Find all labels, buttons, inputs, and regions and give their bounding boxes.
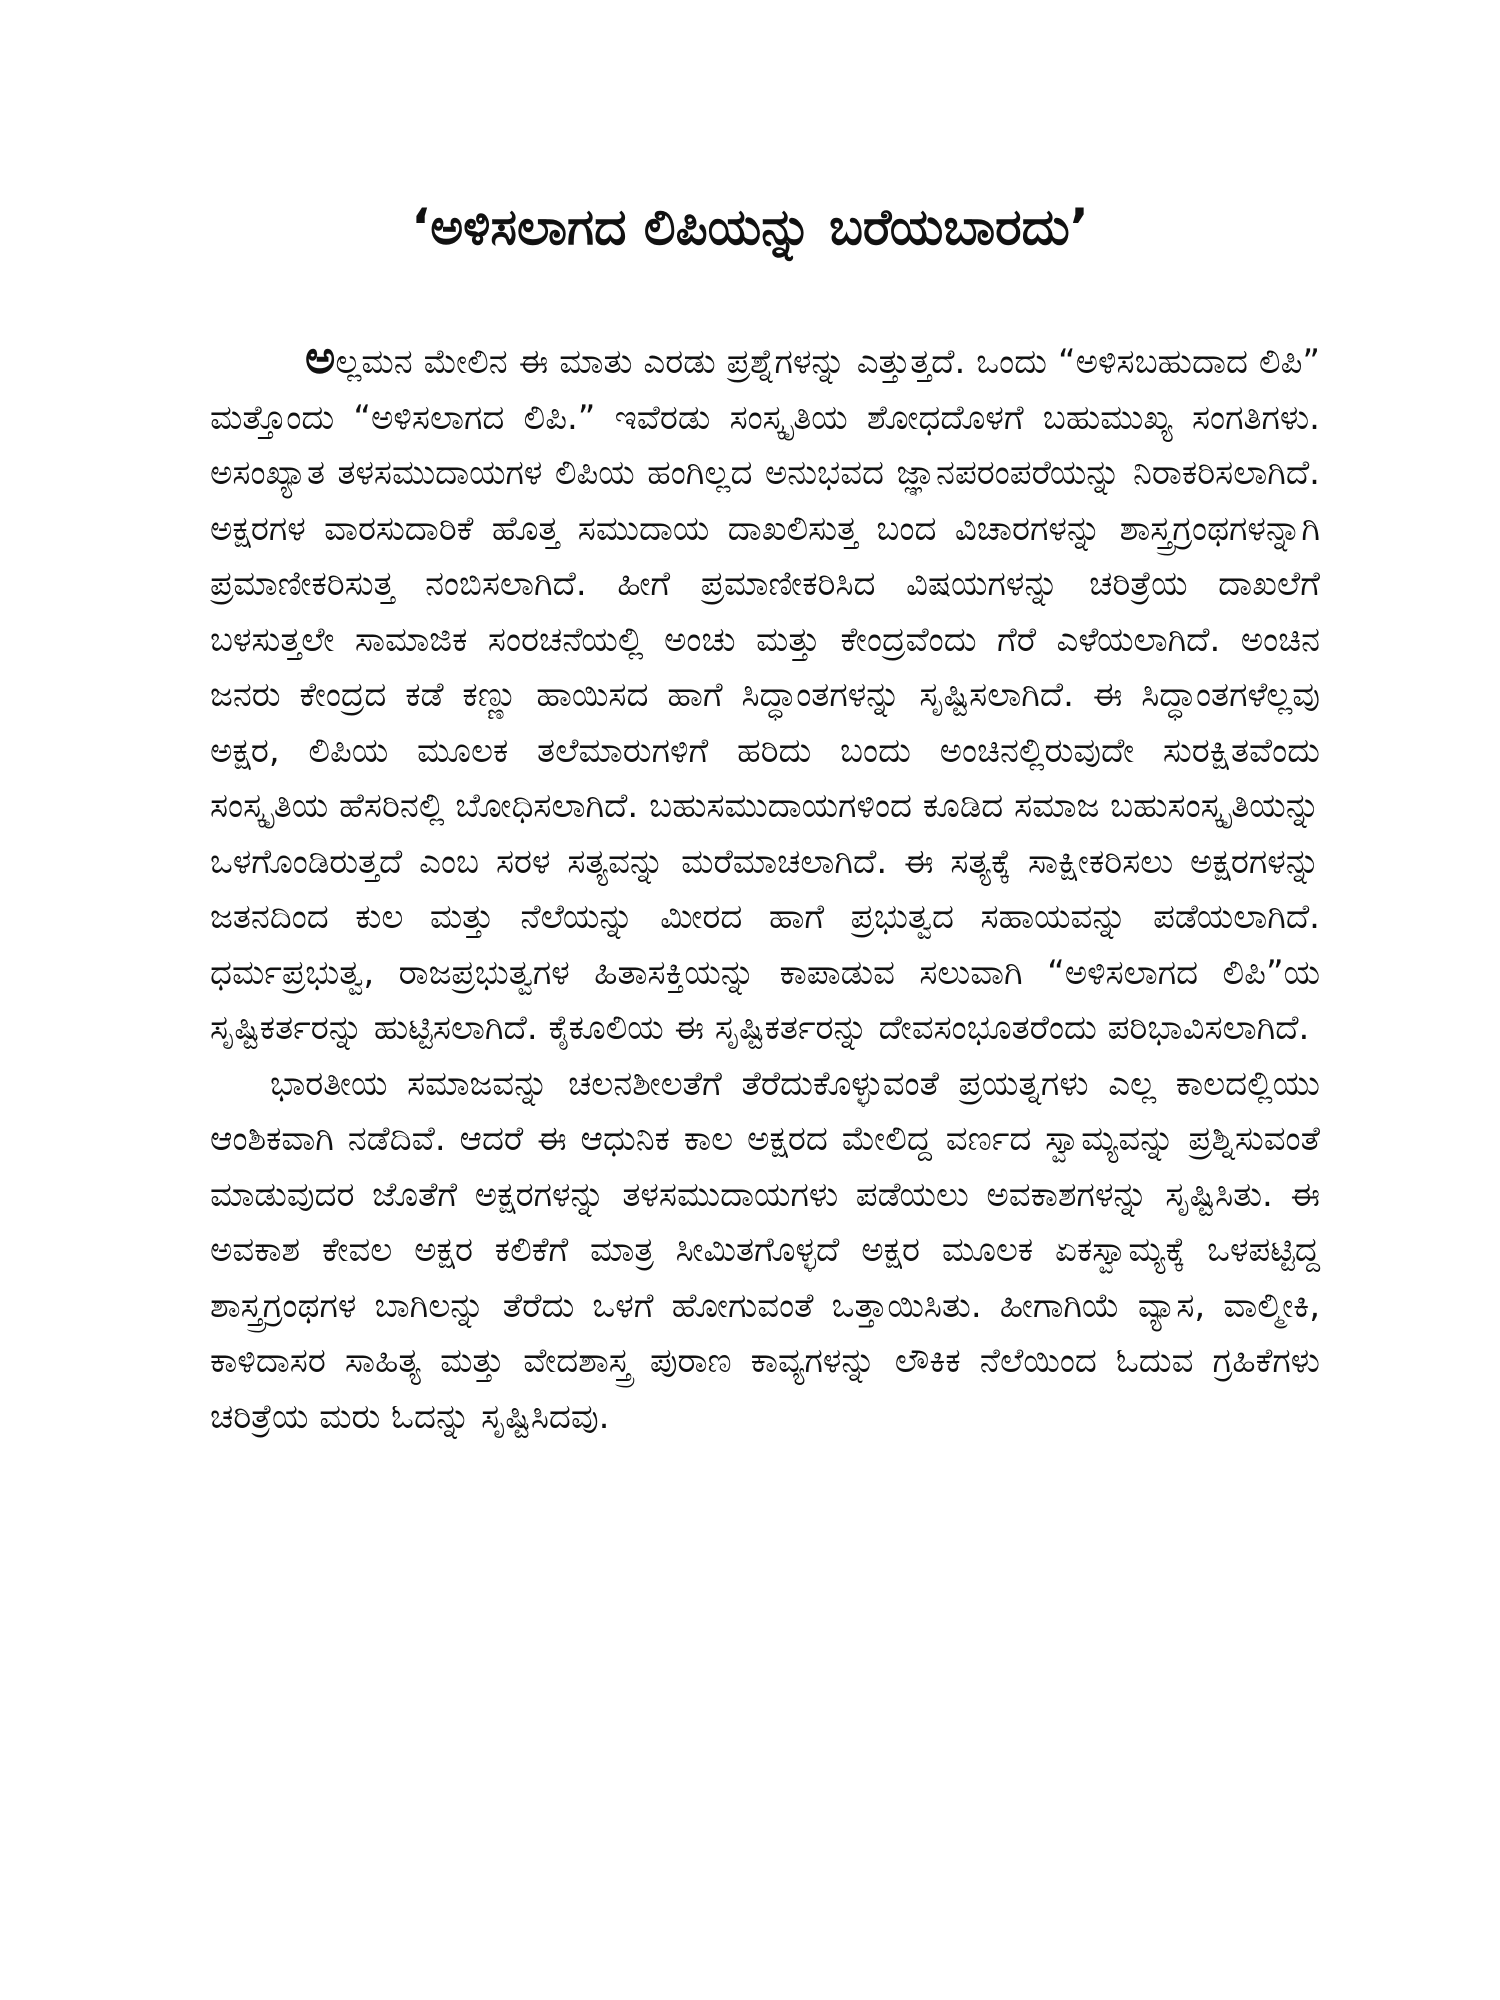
drop-cap: ಅ [305,330,336,384]
paragraph-1 [210,330,1320,1057]
paragraph-1-text: ಲ್ಲಮನ ಮೇಲಿನ ಈ ಮಾತು ಎರಡು ಪ್ರಶ್ನೆಗಳನ್ನು ಎತ್ತುತ್ತದೆ. ಒಂದು “ಅಳಿಸಬಹುದಾದ ಲಿಪಿ” ಮತ್ತೊಂದು “ಅಳಿಸಲಾಗದ ಲಿಪಿ.” ಇವೆರಡು ಸಂಸ್ಕೃತಿಯ ಶೋಧದೊಳಗೆ ಬಹುಮುಖ್ಯ ಸಂಗತಿಗಳು. ಅಸಂಖ್ಯಾತ ತಳಸಮುದಾಯಗಳ ಲಿಪಿಯ ಹಂಗಿಲ್ಲದ ಅನುಭವದ ಜ್ಞಾನಪರಂಪರೆಯನ್ನು ನಿರಾಕರಿಸಲಾಗಿದೆ. ಅಕ್ಷರಗಳ ವಾರಸುದಾರಿಕೆ ಹೊತ್ತ ಸಮುದಾಯ ದಾಖಲಿಸುತ್ತ ಬಂದ ವಿಚಾರಗಳನ್ನು ಶಾಸ್ತ್ರಗ್ರಂಥಗಳನ್ನಾಗಿ ಪ್ರಮಾಣೀಕರಿಸುತ್ತ ನಂಬಿಸಲಾಗಿದೆ. ಹೀಗೆ ಪ್ರಮಾಣೀಕರಿಸಿದ ವಿಷಯಗಳನ್ನು ಚರಿತ್ರೆಯ ದಾಖಲೆಗೆ ಬಳಸುತ್ತಲೇ ಸಾಮಾಜಿಕ ಸಂರಚನೆಯಲ್ಲಿ ಅಂಚು ಮತ್ತು ಕೇಂದ್ರವೆಂದು ಗೆರೆ ಎಳೆಯಲಾಗಿದೆ. ಅಂಚಿನ ಜನರು ಕೇಂದ್ರದ ಕಡೆ ಕಣ್ಣು ಹಾಯಿಸದ ಹಾಗೆ ಸಿದ್ಧಾಂತಗಳನ್ನು ಸೃಷ್ಟಿಸಲಾಗಿದೆ. ಈ ಸಿದ್ಧಾಂತಗಳೆಲ್ಲವು ಅಕ್ಷರ, ಲಿಪಿಯ ಮೂಲಕ ತಲೆಮಾರುಗಳಿಗೆ ಹರಿದು ಬಂದು ಅಂಚಿನಲ್ಲಿರುವುದೇ ಸುರಕ್ಷಿತವೆಂದು ಸಂಸ್ಕೃತಿಯ ಹೆಸರಿನಲ್ಲಿ ಬೋಧಿಸಲಾಗಿದೆ. ಬಹುಸಮುದಾಯಗಳಿಂದ ಕೂಡಿದ ಸಮಾಜ ಬಹುಸಂಸ್ಕೃತಿಯನ್ನು ಒಳಗೊಂಡಿರುತ್ತದೆ ಎಂಬ ಸರಳ ಸತ್ಯವನ್ನು ಮರೆಮಾಚಲಾಗಿದೆ. ಈ ಸತ್ಯಕ್ಕೆ ಸಾಕ್ಷೀಕರಿಸಲು ಅಕ್ಷರಗಳನ್ನು ಜತನದಿಂದ ಕುಲ ಮತ್ತು ನೆಲೆಯನ್ನು ಮೀರದ ಹಾಗೆ ಪ್ರಭುತ್ವದ ಸಹಾಯವನ್ನು ಪಡೆಯಲಾಗಿದೆ. ಧರ್ಮಪ್ರಭುತ್ವ, ರಾಜಪ್ರಭುತ್ವಗಳ ಹಿತಾಸಕ್ತಿಯನ್ನು ಕಾಪಾಡುವ ಸಲುವಾಗಿ “ಅಳಿಸಲಾಗದ ಲಿಪಿ”ಯ ಸೃಷ್ಟಿಕರ್ತರನ್ನು ಹುಟ್ಟಿಸಲಾಗಿದೆ. ಕೈಕೂಲಿಯ ಈ ಸೃಷ್ಟಿಕರ್ತರನ್ನು ದೇವಸಂಭೂತರೆಂದು ಪರಿಭಾವಿಸಲಾಗಿದೆ. [210,342,1320,1048]
body-text [210,330,1320,1445]
page-title: ‘ಅಳಿಸಲಾಗದ ಲಿಪಿಯನ್ನು ಬರೆಯಬಾರದು’ [411,197,1089,256]
paragraph-2-text: ಭಾರತೀಯ ಸಮಾಜವನ್ನು ಚಲನಶೀಲತೆಗೆ ತೆರೆದುಕೊಳ್ಳುವಂತೆ ಪ್ರಯತ್ನಗಳು ಎಲ್ಲ ಕಾಲದಲ್ಲಿಯು ಆಂಶಿಕವಾಗಿ ನಡೆದಿವೆ. ಆದರೆ ಈ ಆಧುನಿಕ ಕಾಲ ಅಕ್ಷರದ ಮೇಲಿದ್ದ ವರ್ಣದ ಸ್ವಾಮ್ಯವನ್ನು ಪ್ರಶ್ನಿಸುವಂತೆ ಮಾಡುವುದರ ಜೊತೆಗೆ ಅಕ್ಷರಗಳನ್ನು ತಳಸಮುದಾಯಗಳು ಪಡೆಯಲು ಅವಕಾಶಗಳನ್ನು ಸೃಷ್ಟಿಸಿತು. ಈ ಅವಕಾಶ ಕೇವಲ ಅಕ್ಷರ ಕಲಿಕೆಗೆ ಮಾತ್ರ ಸೀಮಿತಗೊಳ್ಳದೆ ಅಕ್ಷರ ಮೂಲಕ ಏಕಸ್ವಾಮ್ಯಕ್ಕೆ ಒಳಪಟ್ಟಿದ್ದ ಶಾಸ್ತ್ರಗ್ರಂಥಗಳ ಬಾಗಿಲನ್ನು ತೆರೆದು ಒಳಗೆ ಹೋಗುವಂತೆ ಒತ್ತಾಯಿಸಿತು. ಹೀಗಾಗಿಯೆ ವ್ಯಾಸ, ವಾಲ್ಮೀಕಿ, ಕಾಳಿದಾಸರ ಸಾಹಿತ್ಯ ಮತ್ತು ವೇದಶಾಸ್ತ್ರ ಪುರಾಣ ಕಾವ್ಯಗಳನ್ನು ಲೌಕಿಕ ನೆಲೆಯಿಂದ ಓದುವ ಗ್ರಹಿಕೆಗಳು ಚರಿತ್ರೆಯ ಮರು ಓದನ್ನು ಸೃಷ್ಟಿಸಿದವು. [210,1063,1320,1437]
paragraph-2 [210,1057,1320,1446]
